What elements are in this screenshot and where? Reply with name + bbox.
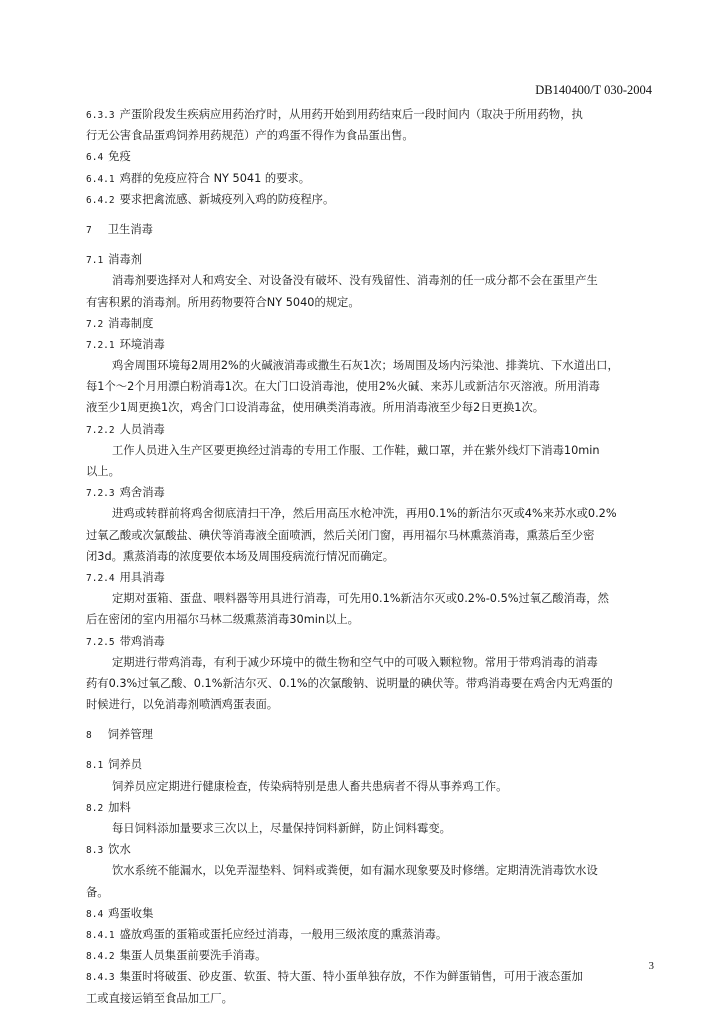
line-text: 定期进行带鸡消毒，有利于减少环境中的微生物和空气中的可吸入颗粒物。常用于带鸡消毒的消毒 — [112, 655, 598, 669]
clause-line — [86, 966, 658, 987]
line-text: 行无公害食品蛋鸡饲养用药规范）产的鸡蛋不得作为食品蛋出售。 — [86, 129, 414, 143]
paragraph-line — [86, 397, 658, 418]
clause-line — [86, 945, 658, 966]
clause-number: 6.4.2 — [86, 194, 115, 206]
clause-number: 8.4.2 — [86, 951, 115, 963]
line-text: 备。 — [86, 885, 109, 899]
clause-number: 7 — [86, 224, 92, 236]
paragraph-line — [86, 525, 658, 546]
line-text: 带鸡消毒 — [119, 634, 165, 648]
line-text: 卫生消毒 — [107, 222, 153, 236]
clause-line — [86, 839, 658, 860]
clause-number: 7.1 — [86, 255, 104, 267]
line-text: 饲养员 — [108, 758, 143, 772]
paragraph-line — [86, 673, 658, 694]
line-text: 环境消毒 — [119, 337, 165, 351]
paragraph-line — [86, 588, 658, 609]
document-code: DB140400/T 030-2004 — [535, 83, 652, 97]
line-text: 免疫 — [108, 150, 131, 164]
line-text: 鸡蛋收集 — [108, 906, 154, 920]
line-text: 定期对蛋箱、蛋盘、喂料器等用具进行消毒，可先用0.1%新洁尔灭或0.2%-0.5%过氧乙酸消毒，然 — [112, 592, 609, 606]
section-spacer — [86, 715, 658, 724]
paragraph-line — [86, 609, 658, 630]
paragraph-line — [86, 292, 658, 313]
clause-line — [86, 419, 658, 440]
clause-number: 6.4.1 — [86, 173, 115, 185]
clause-number: 8.4.3 — [86, 972, 115, 984]
clause-number: 8.4 — [86, 908, 104, 920]
line-text: 产蛋阶段发生疾病应用药治疗时，从用药开始到用药结束后一段时间内（取决于所用药物，执 — [119, 108, 583, 121]
line-text: 饲养员应定期进行健康检查，传染病特别是患人畜共患病者不得从事养鸡工作。 — [112, 779, 508, 793]
paragraph-line — [86, 546, 658, 567]
paragraph-line — [86, 270, 658, 291]
clause-line — [86, 168, 658, 189]
line-text: 饮水系统不能漏水，以免弄湿垫料、饲料或粪便，如有漏水现象要及时修缮。定期清洗消毒饮水设 — [112, 864, 598, 878]
line-text: 集蛋人员集蛋前要洗手消毒。 — [119, 949, 267, 963]
clause-number: 8.1 — [86, 760, 104, 772]
clause-line — [86, 797, 658, 818]
clause-number: 7.2.4 — [86, 572, 115, 584]
line-text: 消毒剂 — [108, 253, 143, 267]
line-text: 加料 — [108, 800, 131, 814]
section-heading — [86, 219, 658, 240]
line-text: 盛放鸡蛋的蛋箱或蛋托应经过消毒，一般用三级浓度的熏蒸消毒。 — [119, 927, 448, 941]
clause-line — [86, 334, 658, 355]
line-text: 时候进行，以免消毒剂喷洒鸡蛋表面。 — [86, 698, 279, 712]
line-text: 有害积累的消毒剂。所用药物要符合NY 5040的规定。 — [86, 295, 360, 309]
paragraph-line — [86, 776, 658, 797]
clause-number: 6.3.3 — [86, 110, 115, 121]
section-heading — [86, 724, 658, 745]
clause-number: 7.2.1 — [86, 339, 115, 351]
line-text: 每日饲料添加量要求三次以上，尽量保持饲料新鲜，防止饲料霉变。 — [112, 822, 451, 835]
section-spacer — [86, 745, 658, 754]
line-text: 用具消毒 — [119, 570, 165, 584]
clause-line — [86, 146, 658, 167]
paragraph-line — [86, 440, 658, 461]
line-text: 进鸡或转群前将鸡舍彻底清扫干净，然后用高压水枪冲洗，再用0.1%的新洁尔灭或4%来苏水或0.2% — [112, 507, 617, 521]
line-text: 闭3d。熏蒸消毒的浓度要依本场及周围疫病流行情况而确定。 — [86, 549, 395, 563]
clause-number: 8.4.1 — [86, 929, 115, 941]
clause-line — [86, 903, 658, 924]
clause-number: 7.2.3 — [86, 488, 115, 500]
line-text: 工作人员进入生产区要更换经过消毒的专用工作服、工作鞋，戴口罩，并在紫外线灯下消毒10min — [112, 443, 600, 457]
clause-line — [86, 249, 658, 270]
line-text: 消毒剂要选择对人和鸡安全、对设备没有破坏、没有残留性、消毒剂的任一成分都不会在蛋里产生 — [112, 274, 598, 288]
clause-number: 8.3 — [86, 845, 104, 857]
clause-line — [86, 313, 658, 334]
document-body — [86, 104, 658, 1009]
clause-line — [86, 754, 658, 775]
paragraph-line — [86, 694, 658, 715]
line-text: 人员消毒 — [119, 422, 165, 436]
line-text: 过氧乙酸或次氯酸盐、碘伏等消毒液全面喷洒，然后关闭门窗，再用福尔马林熏蒸消毒，熏蒸后至少密 — [86, 528, 595, 542]
line-text: 集蛋时将破蛋、砂皮蛋、软蛋、特大蛋、特小蛋单独存放，不作为鲜蛋销售，可用于液态蛋加 — [119, 970, 583, 984]
paragraph-line — [86, 882, 658, 903]
clause-line — [86, 631, 658, 652]
paragraph-line — [86, 355, 658, 376]
line-text: 鸡群的免疫应符合 NY 5041 的要求。 — [119, 171, 311, 185]
clause-line — [86, 189, 658, 210]
section-spacer — [86, 240, 658, 249]
clause-number: 8 — [86, 730, 92, 742]
line-text: 工或直接运销至食品加工厂。 — [86, 991, 233, 1005]
paragraph-line — [86, 461, 658, 482]
line-text: 后在密闭的室内用福尔马林二级熏蒸消毒30min以上。 — [86, 613, 359, 627]
paragraph-line — [86, 125, 658, 146]
line-text: 液至少1周更换1次，鸡舍门口设消毒盆，使用碘类消毒液。所用消毒液至少每2日更换1次。 — [86, 401, 545, 415]
clause-number: 6.4 — [86, 152, 104, 164]
paragraph-line — [86, 652, 658, 673]
clause-number: 7.2.2 — [86, 424, 115, 436]
line-text: 鸡舍周围环境每2周用2%的火碱液消毒或撒生石灰1次；场周围及场内污染池、排粪坑、下水道出口， — [112, 359, 619, 373]
line-text: 每1个～2个月用漂白粉消毒1次。在大门口设消毒池，使用2%火碱、来苏儿或新洁尔灭溶液。所用消毒 — [86, 380, 600, 394]
line-text: 鸡舍消毒 — [119, 486, 165, 500]
line-text: 要求把禽流感、新城疫列入鸡的防疫程序。 — [119, 192, 335, 206]
clause-number: 7.2 — [86, 318, 104, 330]
line-text: 饲养管理 — [107, 728, 153, 742]
clause-number: 7.2.5 — [86, 636, 115, 648]
paragraph-line — [86, 503, 658, 524]
section-spacer — [86, 210, 658, 219]
line-text: 饮水 — [108, 843, 131, 857]
paragraph-line — [86, 860, 658, 881]
clause-line — [86, 482, 658, 503]
paragraph-line — [86, 818, 658, 839]
clause-line — [86, 924, 658, 945]
line-text: 药有0.3%过氧乙酸、0.1%新洁尔灭、0.1%的次氯酸钠、说明量的碘伏等。带鸡消毒要在鸡舍内无鸡蛋的 — [86, 676, 613, 690]
line-text: 消毒制度 — [108, 316, 154, 330]
paragraph-line — [86, 376, 658, 397]
paragraph-line — [86, 988, 658, 1009]
clause-line — [86, 567, 658, 588]
line-text: 以上。 — [86, 465, 120, 478]
page-number: 3 — [648, 960, 654, 972]
clause-line — [86, 104, 658, 125]
clause-number: 8.2 — [86, 802, 104, 814]
